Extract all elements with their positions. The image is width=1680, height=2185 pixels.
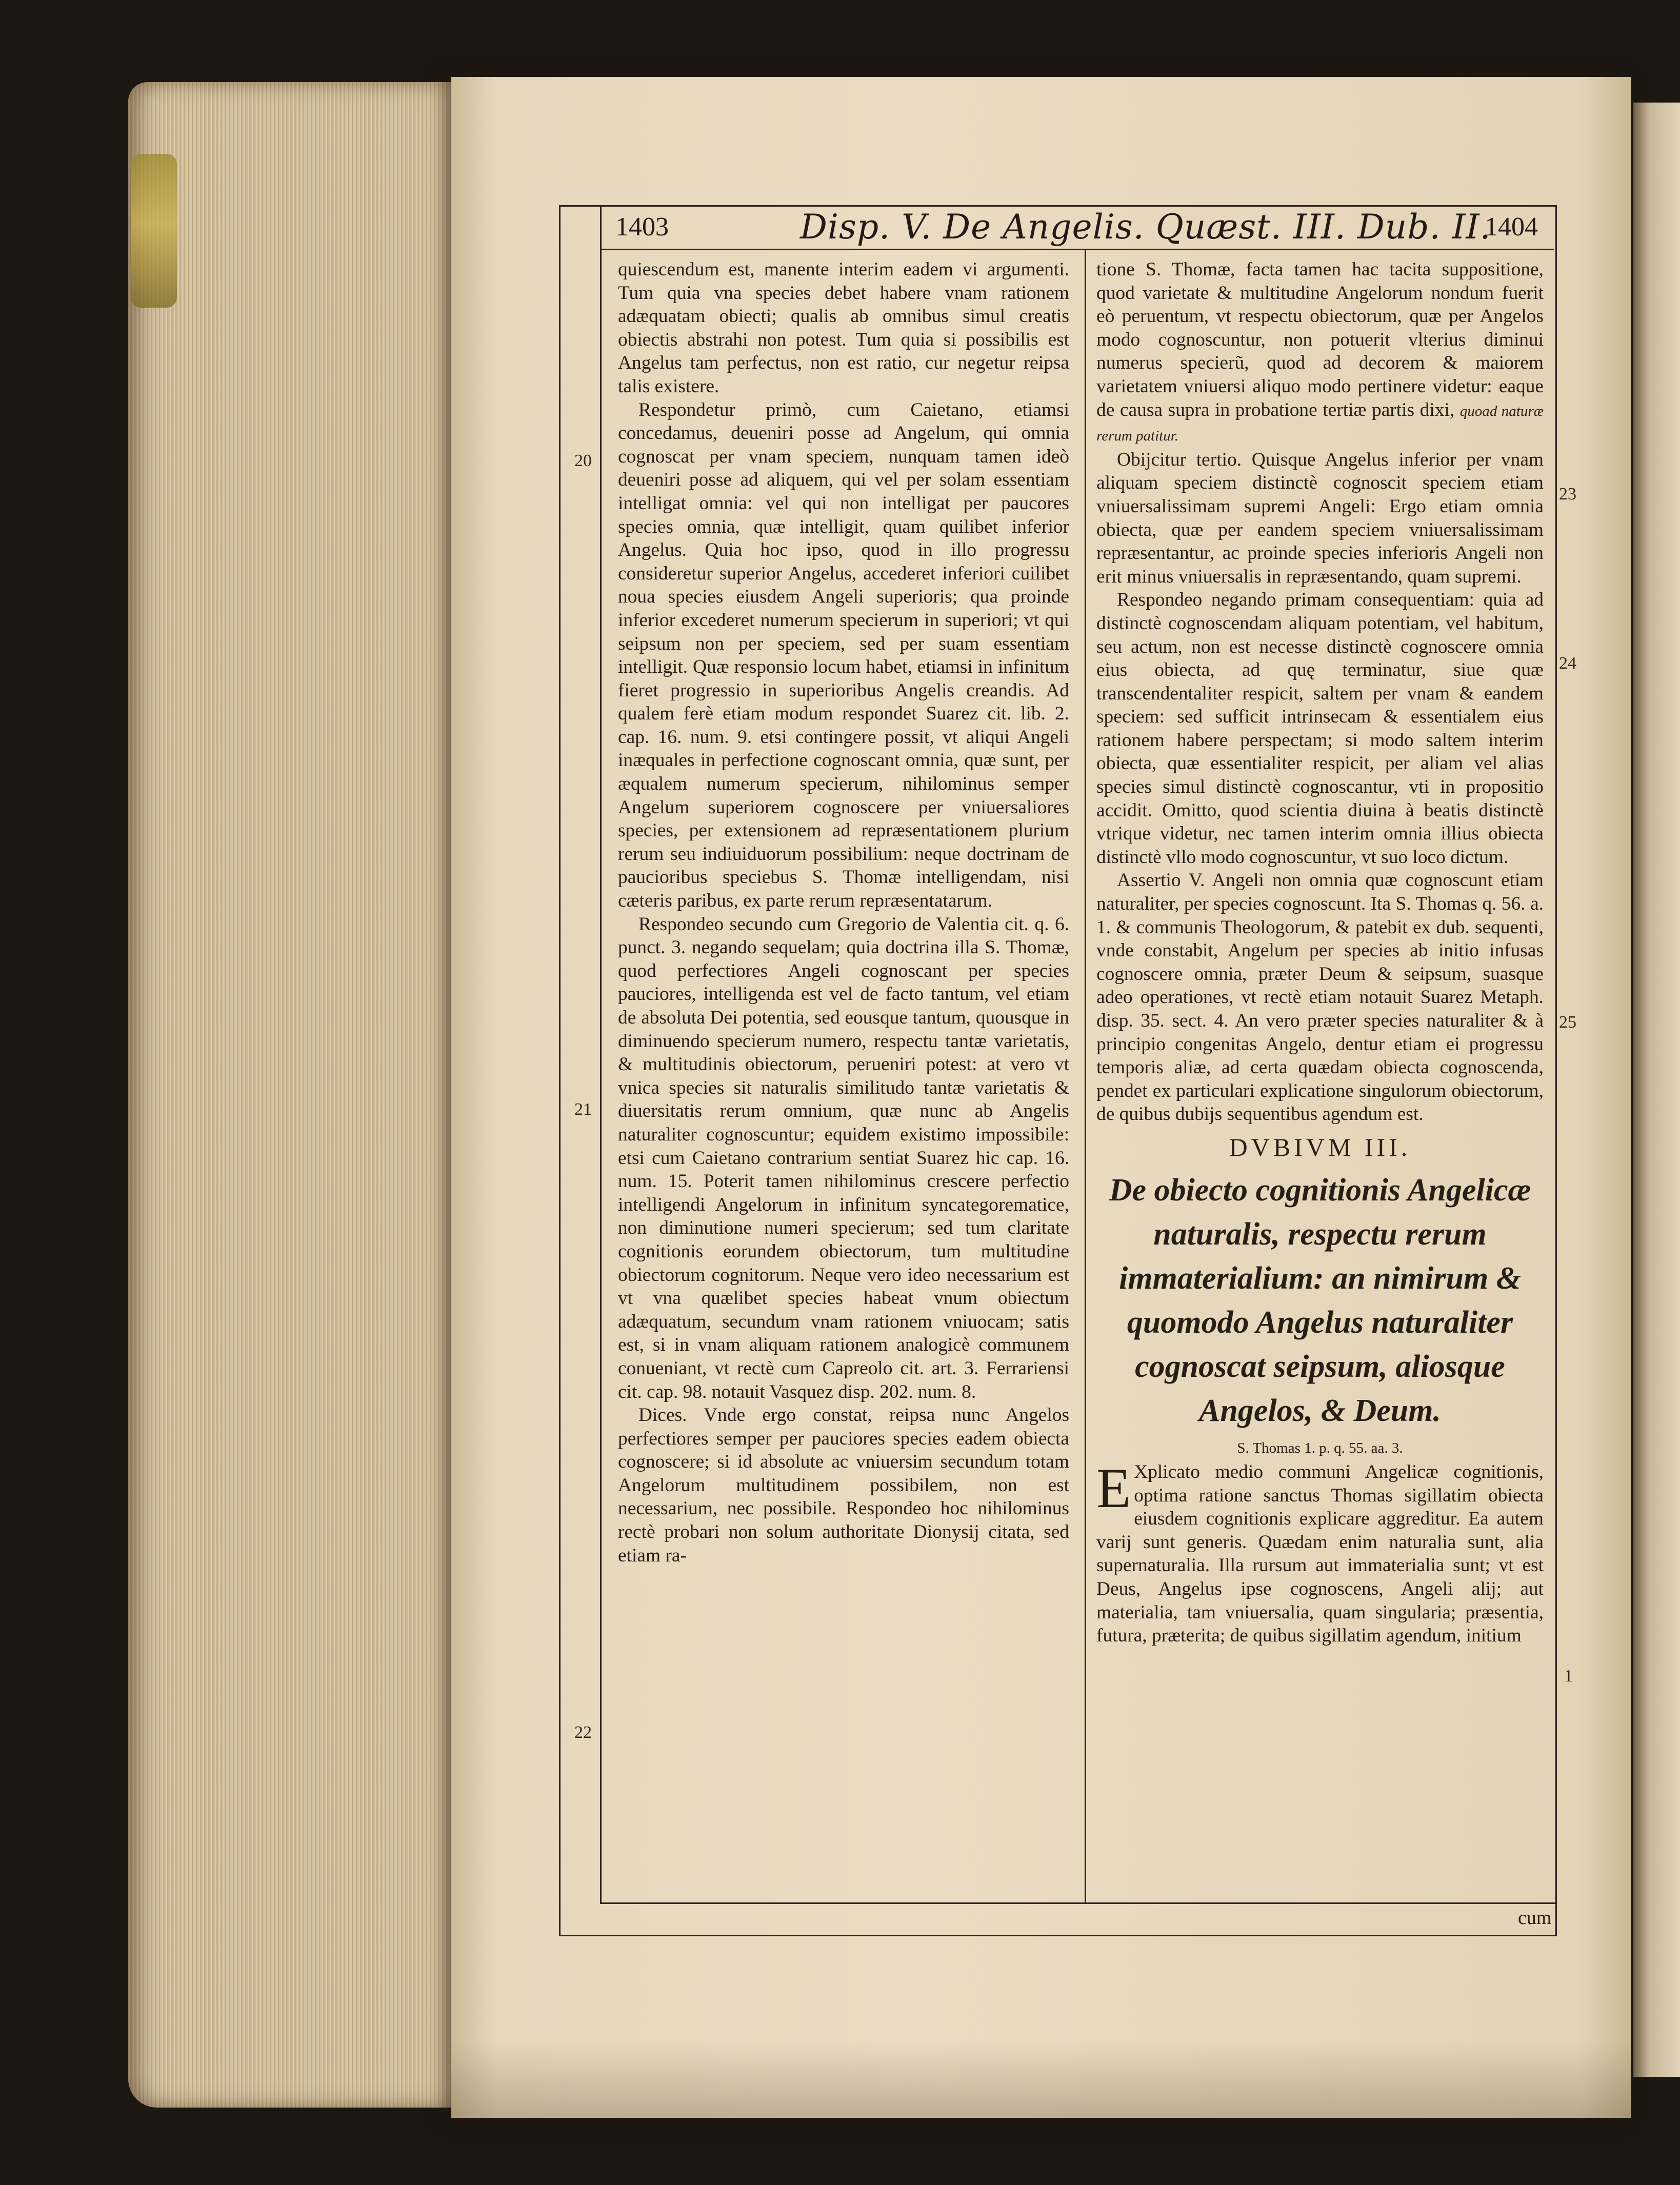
paragraph: Obijcitur tertio. Quisque Angelus inferior per vnam aliquam speciem distinctè cognoscit speciem etiam vniuersalissimam supremi Angeli: Ergo etiam omnia obiecta, quæ per eandem speciem vniuersalissimam repræsentantur, ac proinde species inferioris Angeli non erit minus vniuersalis in repræsentando, quam supremi.	[1096, 449, 1544, 587]
paragraph: quiescendum est, manente interim eadem vi argumenti. Tum quia vna species debet habere vnam rationem adæquatam obiecti; qualis ab omnibus simul creatis obiectis abstrahi non potest. Tum quia si possibilis est Angelus tam perfectus, non est ratio, cur negetur reipsa talis existere.	[618, 259, 1069, 397]
section-reference: S. Thomas 1. p. q. 55. aa. 3.	[1237, 1439, 1403, 1456]
paragraph: Respondetur primò, cum Caietano, etiamsi concedamus, deueniri posse ad Angelum, qui omnia cognoscat per vnam speciem, nunquam tamen ideò deueniri posse ad aliquem, qui vel per solam essentiam intelligat omnia: vel qui non intelligat per paucores species omnia, quæ intelligit, quam quilibet inferior Angelus. Quia hoc ipso, quod in illo progressu consideretur superior Angelus, accederet inferiori cuilibet noua species eiusdem Angeli superioris; qua proinde inferior excederet numerum specierum in superiori; vt qui seipsum non per speciem, sed per suam essentiam intelligit. Quæ responsio locum habet, etiamsi in infinitum fieret progressio in superioribus Angelis creandis. Ad qualem ferè etiam modum respondet Suarez cit. lib. 2. cap. 16. num. 9. etsi contingere possit, vt aliqui Angeli inæquales in perfectione cognoscant omnia, quæ sunt, per æqualem numerum specierum, nihilominus semper Angelum superiorem cognoscere per vniuersaliores species, per extensionem ad repræsentationem plurium rerum seu indiuiduorum possibilium: neque doctrinam de paucioribus speciebus S. Thomæ intelligendam, nisi cæteris paribus, ex parte rerum repræsentatarum.	[618, 399, 1069, 912]
paragraph: Respondeo negando primam consequentiam: quia ad distinctè cognoscendam aliquam potentiam, vel habitum, seu actum, non est necesse distinctè cognoscere omnia eius obiecta, ad quę terminatur, siue quæ transcendentaliter respicit, saltem per vnam & eandem speciem: sed sufficit intrinsecam & essentialem eius rationem habere perspectam; si modo saltem interim obiecta, quæ essentialiter respicit, per aliam vel alias species simul distinctè cognoscantur, vti in propositio accidit. Omitto, quod scientia diuina à beatis distinctè vtrique videtur, nec tamen interim omnia illius obiecta distinctè vllo modo cognoscuntur, vt suo loco dictum.	[1096, 589, 1544, 868]
paragraph	[1096, 1456, 1544, 1648]
paragraph-text: Xplicato medio communi Angelicæ cognitionis, optima ratione sanctus Thomas sigillatim obiecta eiusdem cognitionis explicare aggreditur. Ea autem varij sunt generis. Quædam enim naturalia sunt, alia supernaturalia. Illa rursum aut immaterialia sunt; vt est Deus, Angelus ipse cognoscens, Angeli alij; aut materialia, tam vniuersalia, quam singularia; præsentia, futura, præterita; de quibus sigillatim agendum, initium	[1096, 1461, 1544, 1647]
margin-number: 25	[1559, 1013, 1576, 1032]
binding-glint	[131, 154, 177, 308]
header-rule	[600, 249, 1554, 250]
margin-number: 21	[574, 1100, 592, 1119]
section-title: De obiecto cognitionis Angelicæ naturalis, respectu rerum immaterialium: an nimirum & quomodo Angelus naturaliter cognoscat seipsum, aliosque Angelos, & Deum.	[1109, 1172, 1531, 1428]
paragraph: Respondeo secundo cum Gregorio de Valentia cit. q. 6. punct. 3. negando sequelam; quia doctrina illa S. Thomæ, quod perfectiores Angeli cognoscant per species pauciores, intelligenda est vel de facto tantum, vel etiam de absoluta Dei potentia, sed eousque tantum, quousque in diminuendo specierum numero, respectu tantæ varietatis, & multitudinis obiectorum, perueniri potest: at vero vt vnica species sit naturalis similitudo tantæ varietatis & diuersitatis rerum omnium, quæ nunc ab Angelis naturaliter cognoscuntur; equidem existimo impossibile: etsi cum Caietano contrarium sentiat Suarez hic cap. 16. num. 15. Poterit tamen nihilominus crescere perfectio intelligendi Angelorum in infinitum syncategorematice, non diminutione numeri specierum; sed tum claritate cognitionis eorundem obiectorum, tum multitudine obiectorum cognitorum. Neque vero ideo necessarium est vt vna quælibet species habeat vnum obiectum adæquatum, secundum vnam rationem vniuocam; satis est, si in vnam aliquam rationem analogicè communem conueniant, vt rectè cum Capreolo cit. art. 3. Ferrariensi cit. cap. 98. notauit Vasquez disp. 202. num. 8.	[618, 913, 1069, 1402]
column-divider	[1085, 249, 1086, 1902]
margin-number: 22	[574, 1723, 592, 1742]
page-block-edge	[128, 82, 456, 2108]
facing-page-edge	[1633, 103, 1680, 2077]
right-text-column	[1096, 258, 1544, 1648]
page-number-right: 1404	[1485, 212, 1538, 242]
margin-number: 1	[1564, 1667, 1573, 1686]
margin-number: 23	[1559, 485, 1576, 504]
page-number-left: 1403	[615, 212, 669, 242]
paragraph-text: tione S. Thomæ, facta tamen hac tacita suppositione, quod varietate & multitudine Angelorum nondum fuerit eò peruentum, vt respectu obiectorum, quæ per Angelos modo cognoscuntur, non potuerit vlterius diminui numerus specierũ, quod ad decorem & maiorem varietatem vniuersi aliquo modo pertinere videtur: eaque de causa supra in probatione tertiæ partis dixi,	[1096, 259, 1544, 420]
section-heading: DVBIVM III.	[1229, 1132, 1411, 1161]
paragraph: Dices. Vnde ergo constat, reipsa nunc Angelos perfectiores semper per pauciores species eadem obiecta cognoscere; si id absolute ac vniuersim secundum totam Angelorum multitudinem possibilem, non est necessarium, nec possibile. Respondeo hoc nihilominus rectè probari non solum authoritate Dionysij citata, sed etiam ra-	[618, 1405, 1069, 1566]
page-shadow	[451, 2041, 1631, 2118]
left-text-column	[618, 258, 1069, 1567]
italic-phrase: quoad naturæ rerum patitur.	[1096, 403, 1544, 445]
running-title: Disp. V. De Angelis. Quæst. III. Dub. II.	[800, 207, 1491, 247]
paragraph	[1096, 258, 1544, 448]
drop-cap: E	[1096, 1456, 1131, 1519]
catchword: cum	[1518, 1907, 1552, 1929]
paragraph: Assertio V. Angeli non omnia quæ cognoscunt etiam naturaliter, per species cognoscunt. Ita S. Thomas q. 56. a. 1. & communis Theologorum, & patebit ex dub. sequenti, vnde constabit, Angelum per species ab initio infusas cognoscere omnia, præter Deum & seipsum, suasque adeo operationes, vt rectè etiam notauit Suarez Metaph. disp. 35. sect. 4. An vero præter species naturaliter & à principio congenitas Angelo, dentur etiam ei progressu temporis aliæ, ad certa quædam obiecta cognoscenda, pendet ex particulari explicatione singulorum obiectorum, de quibus dubijs sequentibus agendum est.	[1096, 870, 1544, 1125]
margin-number: 20	[574, 451, 592, 470]
margin-number: 24	[1559, 654, 1576, 673]
